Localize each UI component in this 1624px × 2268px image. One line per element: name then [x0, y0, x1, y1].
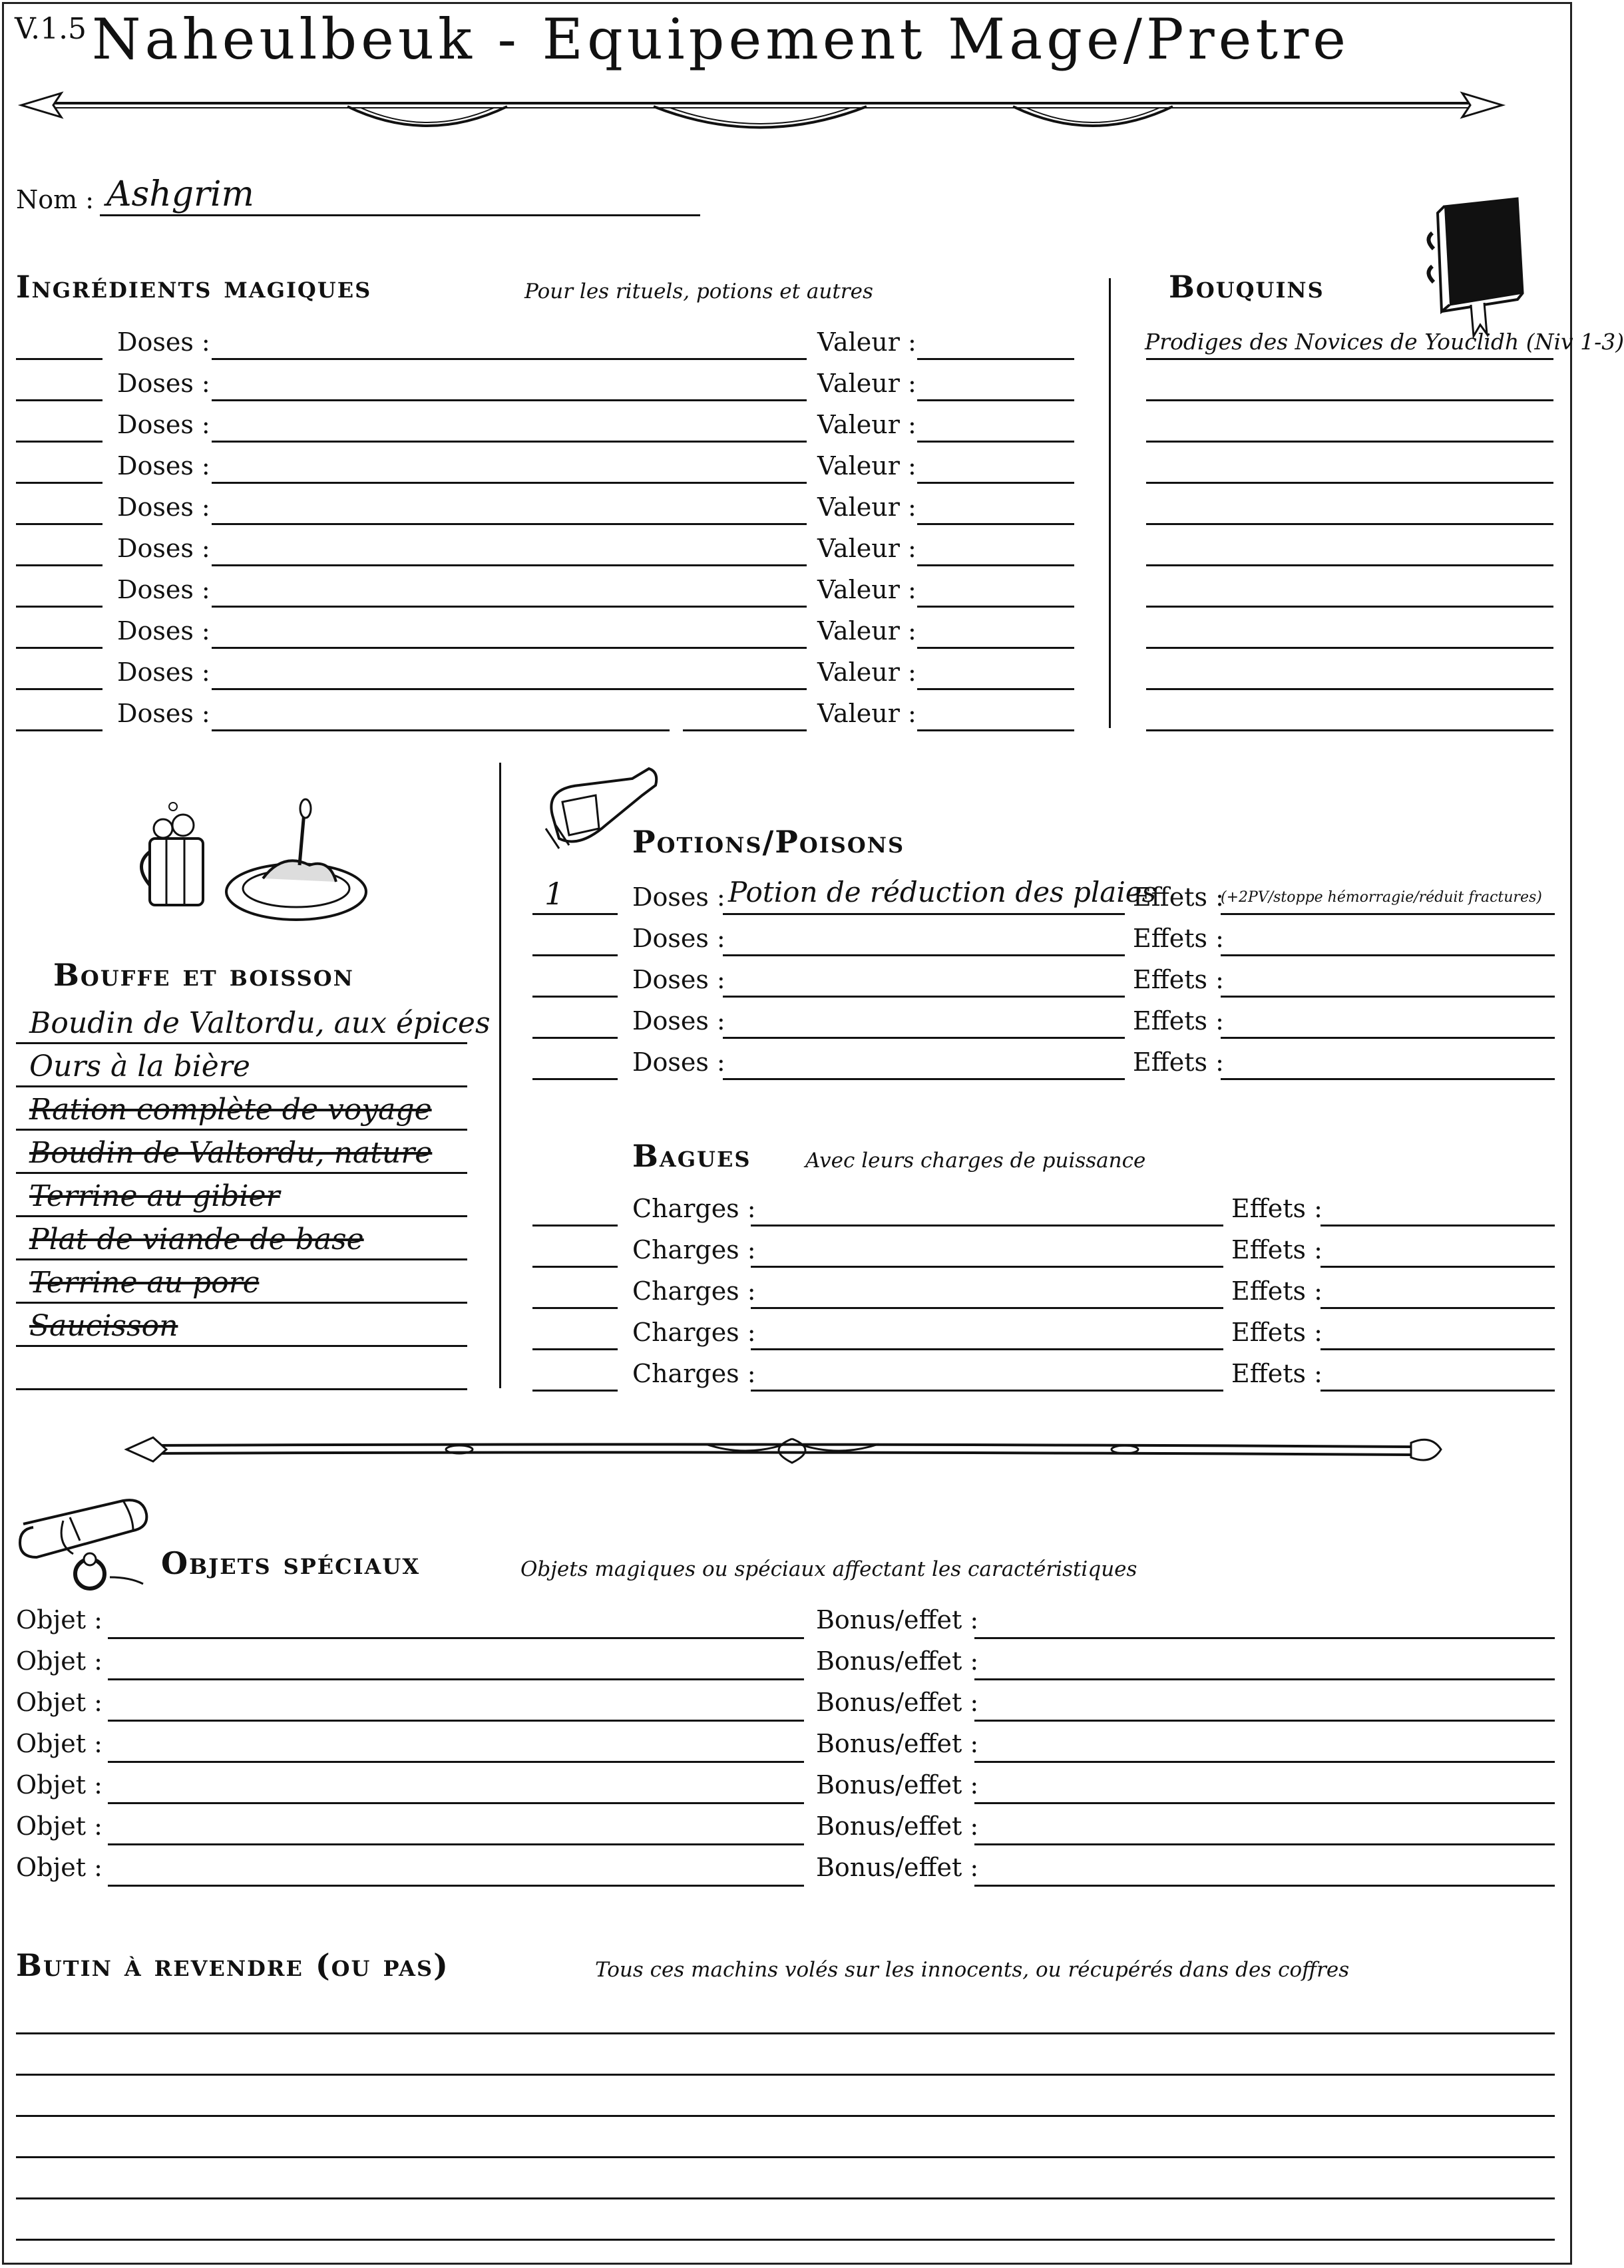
bonus-label: Bonus/effet : — [816, 1770, 979, 1799]
potion-name-field[interactable] — [723, 1078, 1125, 1080]
doses-label: Doses : — [117, 451, 210, 480]
doses-label: Doses : — [117, 534, 210, 563]
objet-field[interactable] — [108, 1885, 804, 1887]
bague-charges-field[interactable] — [751, 1225, 1223, 1227]
ingredient-name-field[interactable] — [212, 729, 670, 731]
bonus-field[interactable] — [974, 1720, 1555, 1722]
bague-charges-field[interactable] — [751, 1307, 1223, 1309]
potion-qty-field[interactable] — [532, 1037, 618, 1039]
potion-effets-label: Effets : — [1133, 882, 1224, 912]
bonus-field[interactable] — [974, 1678, 1555, 1680]
ingredient-name-field[interactable] — [212, 523, 807, 525]
ingredients-subtitle: Pour les rituels, potions et autres — [524, 280, 873, 303]
doses-label: Doses : — [117, 616, 210, 646]
bague-effect-field[interactable] — [1320, 1225, 1555, 1227]
ingredient-qty-field[interactable] — [16, 564, 102, 566]
bague-effect-field[interactable] — [1320, 1348, 1555, 1350]
bouffe-line[interactable] — [16, 1302, 467, 1304]
bouffe-line[interactable] — [16, 1042, 467, 1044]
potion-name-field[interactable] — [723, 913, 1125, 915]
bague-effect-field[interactable] — [1320, 1307, 1555, 1309]
staff-divider-icon — [126, 1431, 1444, 1471]
ingredient-name-field[interactable] — [212, 606, 807, 608]
bouffe-entry[interactable]: Plat de viande de base — [29, 1223, 364, 1256]
objet-field[interactable] — [108, 1678, 804, 1680]
bague-effect-field[interactable] — [1320, 1266, 1555, 1268]
doses-label: Doses : — [117, 492, 210, 522]
ingredient-qty-field[interactable] — [16, 688, 102, 690]
bague-effets-label: Effets : — [1231, 1318, 1322, 1347]
bonus-field[interactable] — [974, 1637, 1555, 1639]
potion-effect-field[interactable] — [1221, 1078, 1555, 1080]
bouquin-line[interactable] — [1146, 688, 1553, 690]
ingredient-valeur-field[interactable] — [917, 523, 1074, 525]
objet-label: Objet : — [16, 1853, 102, 1882]
bouffe-line[interactable] — [16, 1172, 467, 1174]
bague-charges-field[interactable] — [751, 1390, 1223, 1392]
objet-label: Objet : — [16, 1811, 102, 1841]
page-title: Naheulbeuk - Equipement Mage/Pretre — [92, 7, 1350, 72]
valeur-label: Valeur : — [817, 451, 916, 480]
doses-label: Doses : — [117, 410, 210, 439]
doses-label: Doses : — [117, 369, 210, 398]
objet-field[interactable] — [108, 1637, 804, 1639]
potion-qty-field[interactable] — [532, 996, 618, 998]
potion-name-field[interactable] — [723, 954, 1125, 956]
objet-label: Objet : — [16, 1688, 102, 1717]
bouffe-entry[interactable]: Terrine au porc — [29, 1266, 260, 1300]
butin-line[interactable] — [16, 2239, 1555, 2241]
scroll-ring-icon — [17, 1491, 156, 1597]
bonus-label: Bonus/effet : — [816, 1729, 979, 1758]
potion-name-value[interactable]: Potion de réduction des plaies — [728, 876, 1157, 908]
bouquin-line[interactable] — [1146, 729, 1553, 731]
bouquin-line[interactable] — [1146, 606, 1553, 608]
bonus-field[interactable] — [974, 1843, 1555, 1845]
ingredient-name-field[interactable] — [212, 358, 807, 360]
nom-value[interactable]: Ashgrim — [106, 174, 254, 214]
doses-label: Doses : — [117, 575, 210, 604]
ingredient-name-field[interactable] — [212, 399, 807, 401]
bonus-label: Bonus/effet : — [816, 1646, 979, 1676]
potion-doses-label: Doses : — [632, 1047, 725, 1077]
valeur-label: Valeur : — [817, 327, 916, 357]
potion-name-field[interactable] — [723, 1037, 1125, 1039]
nom-label: Nom : — [16, 185, 95, 214]
objets-title: Objets spéciaux — [161, 1545, 421, 1581]
bouquin-line[interactable] — [1146, 399, 1553, 401]
bouffe-entry[interactable]: Boudin de Valtordu, nature — [29, 1136, 433, 1170]
butin-line[interactable] — [16, 2074, 1555, 2076]
bouquin-line[interactable] — [1146, 482, 1553, 484]
ingredient-name-field[interactable] — [212, 647, 807, 649]
potion-effect-field[interactable] — [1221, 954, 1555, 956]
bouffe-entry[interactable]: Ours à la bière — [29, 1049, 250, 1083]
potion-effets-label: Effets : — [1133, 1047, 1224, 1077]
bague-effets-label: Effets : — [1231, 1235, 1322, 1264]
bonus-label: Bonus/effet : — [816, 1688, 979, 1717]
bonus-field[interactable] — [974, 1761, 1555, 1763]
valeur-label: Valeur : — [817, 699, 916, 728]
ingredients-title: Ingrédients magiques — [16, 269, 372, 305]
potion-effets-label: Effets : — [1133, 1006, 1224, 1036]
butin-line[interactable] — [16, 2197, 1555, 2199]
bonus-label: Bonus/effet : — [816, 1853, 979, 1882]
bouffe-entry[interactable]: Terrine au gibier — [29, 1179, 280, 1213]
bouffe-line[interactable] — [16, 1345, 467, 1347]
bouquin-line[interactable] — [1146, 358, 1553, 360]
charges-label: Charges : — [632, 1359, 756, 1388]
objet-field[interactable] — [108, 1843, 804, 1845]
ingredient-valeur-field[interactable] — [917, 482, 1074, 484]
objet-label: Objet : — [16, 1729, 102, 1758]
bouffe-line[interactable] — [16, 1388, 467, 1390]
charges-label: Charges : — [632, 1235, 756, 1264]
bague-effets-label: Effets : — [1231, 1359, 1322, 1388]
objet-label: Objet : — [16, 1605, 102, 1634]
potion-doses-label: Doses : — [632, 882, 725, 912]
bouquin-entry[interactable]: Prodiges des Novices de Youclidh (Niv 1-3) — [1145, 329, 1624, 355]
objet-field[interactable] — [108, 1720, 804, 1722]
arrow-divider-icon — [15, 85, 1509, 138]
butin-title: Butin à revendre (ou pas) — [16, 1947, 449, 1983]
bague-effets-label: Effets : — [1231, 1194, 1322, 1223]
version-label: V.1.5 — [15, 12, 87, 46]
bonus-label: Bonus/effet : — [816, 1811, 979, 1841]
valeur-label: Valeur : — [817, 492, 916, 522]
bagues-subtitle: Avec leurs charges de puissance — [805, 1149, 1146, 1173]
ingredient-valeur-field[interactable] — [917, 647, 1074, 649]
bague-qty-field[interactable] — [532, 1225, 618, 1227]
ingredient-qty-field[interactable] — [16, 647, 102, 649]
ingredient-name-field[interactable] — [212, 688, 807, 690]
doses-label: Doses : — [117, 658, 210, 687]
objet-field[interactable] — [108, 1802, 804, 1804]
ingredient-valeur-field[interactable] — [917, 606, 1074, 608]
potion-name-field[interactable] — [723, 996, 1125, 998]
bouffe-entry[interactable]: Saucisson — [29, 1309, 178, 1343]
bonus-field[interactable] — [974, 1802, 1555, 1804]
butin-subtitle: Tous ces machins volés sur les innocents, ou récupérés dans des coffres — [595, 1958, 1350, 1982]
bouffe-line[interactable] — [16, 1258, 467, 1260]
butin-line[interactable] — [16, 2115, 1555, 2117]
potion-qty-field[interactable] — [532, 913, 618, 915]
potion-effect-field[interactable] — [1221, 1037, 1555, 1039]
objet-label: Objet : — [16, 1770, 102, 1799]
food-icon — [136, 792, 369, 925]
ingredient-name-field[interactable] — [212, 482, 807, 484]
ingredient-valeur-field[interactable] — [917, 729, 1074, 731]
valeur-label: Valeur : — [817, 369, 916, 398]
ingredient-valeur-field[interactable] — [917, 399, 1074, 401]
potion-effect-field[interactable] — [1221, 996, 1555, 998]
ingredient-qty-field[interactable] — [16, 399, 102, 401]
valeur-label: Valeur : — [817, 534, 916, 563]
bouffe-line[interactable] — [16, 1215, 467, 1217]
potion-doses-label: Doses : — [632, 924, 725, 953]
book-icon — [1418, 193, 1531, 339]
bouquins-title: Bouquins — [1169, 269, 1324, 305]
bague-effets-label: Effets : — [1231, 1276, 1322, 1306]
potion-doses-label: Doses : — [632, 965, 725, 994]
bague-qty-field[interactable] — [532, 1266, 618, 1268]
bague-charges-field[interactable] — [751, 1266, 1223, 1268]
potion-qty-field[interactable] — [532, 954, 618, 956]
ingredient-qty-field[interactable] — [16, 358, 102, 360]
bouffe-line[interactable] — [16, 1129, 467, 1131]
bague-effect-field[interactable] — [1320, 1390, 1555, 1392]
potion-effect-value[interactable]: (+2PV/stoppe hémorragie/réduit fractures) — [1221, 889, 1542, 906]
potion-qty-field[interactable] — [532, 1078, 618, 1080]
butin-line[interactable] — [16, 2032, 1555, 2034]
objets-subtitle: Objets magiques ou spéciaux affectant les caractéristiques — [520, 1557, 1137, 1581]
bouffe-potions-divider — [499, 763, 501, 1388]
nom-line — [100, 214, 700, 216]
bouquin-line[interactable] — [1146, 441, 1553, 443]
ingredient-valeur-field[interactable] — [917, 564, 1074, 566]
valeur-label: Valeur : — [817, 410, 916, 439]
bouffe-line[interactable] — [16, 1085, 467, 1087]
bague-qty-field[interactable] — [532, 1307, 618, 1309]
bagues-title: Bagues — [632, 1138, 751, 1174]
ingredient-valeur-field[interactable] — [917, 358, 1074, 360]
charges-label: Charges : — [632, 1194, 756, 1223]
potion-effets-label: Effets : — [1133, 924, 1224, 953]
potion-qty-value[interactable]: 1 — [544, 876, 564, 912]
potions-title: Potions/Poisons — [632, 824, 905, 860]
bouquin-line[interactable] — [1146, 647, 1553, 649]
ingredient-name-field[interactable] — [212, 564, 807, 566]
objet-label: Objet : — [16, 1646, 102, 1676]
valeur-label: Valeur : — [817, 658, 916, 687]
bague-qty-field[interactable] — [532, 1348, 618, 1350]
bonus-field[interactable] — [974, 1885, 1555, 1887]
ingredient-valeur-field[interactable] — [917, 688, 1074, 690]
valeur-label: Valeur : — [817, 616, 916, 646]
objet-field[interactable] — [108, 1761, 804, 1763]
bouquin-line[interactable] — [1146, 523, 1553, 525]
bouffe-title: Bouffe et boisson — [53, 957, 354, 993]
charges-label: Charges : — [632, 1318, 756, 1347]
potion-effect-field[interactable] — [1221, 913, 1555, 915]
potion-doses-label: Doses : — [632, 1006, 725, 1036]
ingredient-name-field[interactable] — [212, 441, 807, 443]
ingredient-qty-field[interactable] — [16, 523, 102, 525]
ingredient-qty-field[interactable] — [16, 441, 102, 443]
bague-qty-field[interactable] — [532, 1390, 618, 1392]
doses-label: Doses : — [117, 699, 210, 728]
ingredient-valeur-field[interactable] — [917, 441, 1074, 443]
charges-label: Charges : — [632, 1276, 756, 1306]
ingredient-qty-field[interactable] — [16, 482, 102, 484]
valeur-label: Valeur : — [817, 575, 916, 604]
ingredient-qty-field[interactable] — [16, 606, 102, 608]
ingredient-name-field-extra[interactable] — [683, 729, 807, 731]
butin-line[interactable] — [16, 2156, 1555, 2158]
ingredients-bouquins-divider — [1109, 278, 1111, 728]
bonus-label: Bonus/effet : — [816, 1605, 979, 1634]
bouffe-entry[interactable]: Ration complète de voyage — [29, 1093, 432, 1127]
ingredient-qty-field[interactable] — [16, 729, 102, 731]
bouquin-line[interactable] — [1146, 564, 1553, 566]
potion-effets-label: Effets : — [1133, 965, 1224, 994]
bouffe-entry[interactable]: Boudin de Valtordu, aux épices — [29, 1006, 491, 1040]
doses-label: Doses : — [117, 327, 210, 357]
bague-charges-field[interactable] — [751, 1348, 1223, 1350]
